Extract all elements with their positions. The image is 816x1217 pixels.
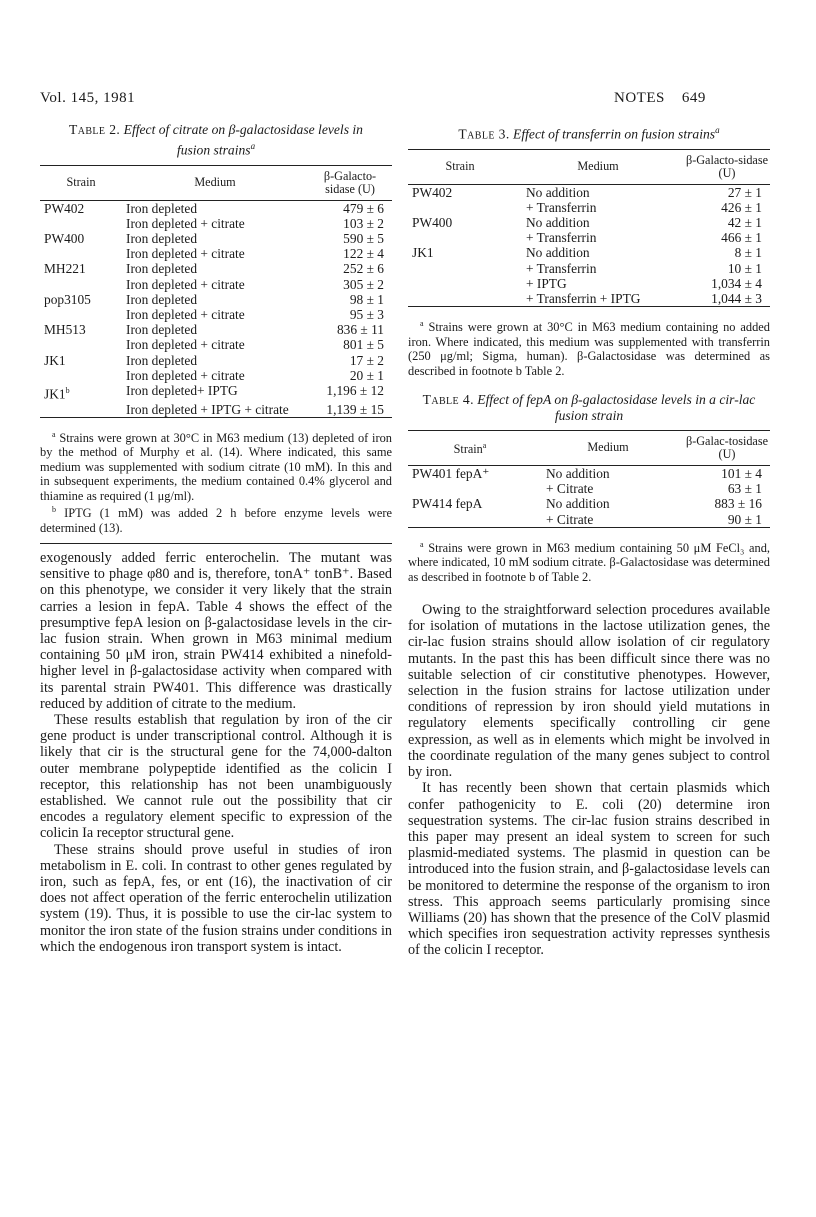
cell-value: 479 ± 6 [343,200,384,216]
cell-strain: PW401 fepA⁺ [412,465,490,481]
table-row [40,383,392,402]
table2-footnotes: $^a$ Strains were grown at 30°C in M63 medium (13) depleted of iron by the method of Murphy et al. (14). Where indicated, this same medium was supplemented with sodium citrate (10 mM). In this and in subsequent experiments, the medium contained 0.4% glycerol and thiamine as required (1 μg/ml). $^b$ IPTG (1 mM) was added 2 h before enzyme levels were determined (13). [40,429,392,535]
table2-footnote-b: IPTG (1 mM) was added 2 h before enzyme levels were determined (13). [40,506,392,535]
right-column [408,122,770,959]
cell-medium: No addition [526,214,590,230]
table-row [40,246,392,261]
cell-medium: Iron depleted + citrate [126,337,245,353]
cell-strain [408,481,532,496]
left-column [40,122,392,955]
table3 [408,149,770,308]
table-row [40,200,392,216]
cell-strain: PW400 [412,214,453,230]
cell-value: 101 ± 4 [721,465,762,481]
cell-medium: + Citrate [546,511,594,527]
cell-medium: + IPTG [526,275,567,291]
table-row [40,402,392,418]
cell-medium: Iron depleted+ IPTG [126,382,238,398]
cell-strain [408,276,512,291]
table3-body [408,184,770,307]
cell-strain [40,216,122,231]
table-row [40,307,392,322]
cell-medium: Iron depleted [126,322,198,338]
cell-value: 63 ± 1 [727,481,762,497]
cell-medium: + Transferrin [526,260,597,276]
cell-value: 466 ± 1 [721,230,762,246]
table4-footnote-a: Strains were grown in M63 medium containing 50 μM FeCl₃ and, where indicated, 10 mM sodium citrate. β-Galactosidase was determined as described in footnote b of Table 2. [408,540,770,584]
cell-strain [408,200,512,215]
table-row [408,481,770,496]
cell-medium: Iron depleted + citrate [126,246,245,262]
cell-value: 95 ± 3 [349,306,384,322]
cell-value: 305 ± 2 [343,276,384,292]
cell-strain [40,277,122,292]
table4 [408,430,770,528]
right-paragraph-2: It has recently been shown that certain plasmids which confer pathogenicity to E. coli (20) determine iron sequestration systems. The cir-lac fusion strains described in this paper may present an ideal system to screen for such plasmid-mediated systems. The plasmid in question can be introduced into the fusion strain, and β-galactosidase levels can be monitored to determine the response of the organism to iron stress. This approach seems particularly promising since Williams (20) has shown that the presence of the ColV plasmid which specifies iron sequestration activity represses synthesis of the colicin I receptor. [408,780,770,959]
cell-medium: Iron depleted [126,352,198,368]
left-paragraph-2: These results establish that regulation by iron of the cir gene product is under transcriptional control. Although it is likely that cir is the structural gene for the 74,000-dalton outer membrane polypeptide identified as the colicin I receptor, this relationship has not been unambiguously established. We cannot rule out the possibility that cir encodes a regulatory element specific to expression of the colicin Ia receptor structural gene. [40,711,392,842]
left-body-text [40,550,392,955]
cell-strain [408,230,512,245]
cell-value: 836 ± 11 [336,322,384,338]
cell-value: 1,139 ± 15 [326,401,384,417]
cell-value: 27 ± 1 [727,184,762,200]
cell-value: 883 ± 16 [714,496,762,512]
table-row [408,512,770,528]
running-header-left: Vol. 145, 1981 [40,90,136,106]
cell-strain: PW414 fepA [412,496,483,512]
table4-header-medium: Medium [532,430,684,465]
table4-caption: Table 4. Effect of fepA on β-galactosidase levels in a cir-lac fusion strain [422,391,756,423]
cell-medium: + Transferrin + IPTG [526,290,641,306]
cell-strain [408,261,512,276]
table4-footnotes: $^a$ Strains were grown in M63 medium containing 50 μM FeCl₃ and, where indicated, 10 mM sodium citrate. β-Galactosidase was determined as described in footnote b of Table 2. [408,539,770,584]
cell-medium: Iron depleted + citrate [126,215,245,231]
cell-medium: No addition [526,184,590,200]
table3-header-strain: Strain [408,149,512,184]
left-paragraph-1: exogenously added ferric enterochelin. The mutant was sensitive to phage φ80 and is, therefore, tonA⁺ tonB⁺. Based on this phenotype, we consider it very likely that the strain carries a lesion in fepA. Table 4 shows the effect of the presumptive fepA lesion on β-galactosidase levels in the cir-lac fusion strain. When grown in M63 minimal medium containing 50 μM iron, strain PW414 exhibited a ninefold-higher level in β-galactosidase activity when compared with its parental strain PW401. This difference was drastically reduced by addition of citrate to the medium. [40,549,392,712]
table-row [40,231,392,246]
cell-strain: JK1 [412,245,434,261]
cell-medium: Iron depleted + citrate [126,367,245,383]
left-paragraph-3: These strains should prove useful in studies of iron metabolism in E. coli. In contrast to other genes regulated by iron, such as fepA, fes, or ent (16), the inactivation of cir does not affect operation of the ferric enterochelin utilization system (19). Thus, it is possible to use the cir-lac system to monitor the iron state of the fusion strains under conditions in which the endogenous iron transport system is intact. [40,841,392,955]
table3-footnotes: $^a$ Strains were grown at 30°C in M63 medium containing no added iron. Where indicated, this medium was supplemented with transferrin (250 μg/ml; Sigma, human). β-Galactosidase was determined as described in footnote b Table 2. [408,319,770,378]
right-body-text [408,602,770,958]
cell-value: 10 ± 1 [727,260,762,276]
cell-strain: PW402 [44,200,85,216]
cell-value: 8 ± 1 [734,245,762,261]
cell-strain [40,307,122,322]
cell-medium: No addition [526,245,590,261]
cell-value: 98 ± 1 [349,291,384,307]
table3-footnote-a: Strains were grown at 30°C in M63 medium containing no added iron. Where indicated, this medium was supplemented with transferrin (250 μg/ml; Sigma, human). β-Galactosidase was determined as described in footnote b Table 2. [408,320,770,378]
cell-strain [40,337,122,352]
table2-header-strain: Strain [40,165,122,200]
cell-medium: + Transferrin [526,199,597,215]
table2-caption: Table 2. Effect of citrate on β-galactosidase levels in fusion strains$^a$ [69,122,363,158]
cell-strain: JK1 [44,352,66,368]
cell-value: 122 ± 4 [343,246,384,262]
table-row [408,465,770,481]
cell-strain [408,291,512,307]
table-row [40,337,392,352]
cell-medium: Iron depleted + citrate [126,306,245,322]
table-row [408,230,770,245]
table-row [40,322,392,337]
table-row [408,215,770,230]
cell-value: 42 ± 1 [727,214,762,230]
table4-header-value: β-Galac-tosidase (U) [684,430,770,465]
table-row [408,496,770,511]
cell-value: 1,196 ± 12 [326,382,384,398]
cell-value: 103 ± 2 [343,215,384,231]
table-row [40,292,392,307]
table-row [408,291,770,307]
column-divider [40,543,392,544]
table-row [408,200,770,215]
cell-medium: + Transferrin [526,230,597,246]
cell-strain: JK1$^b$ [44,385,70,402]
cell-medium: Iron depleted [126,230,198,246]
table-row [40,216,392,231]
right-paragraph-1: Owing to the straightforward selection procedures available for isolation of mutations in the lactose utilization genes, the cir-lac fusion strains should allow isolation of cir regulatory mutants. In the past this has been difficult since there was no suitable selection of cir constitutive phenotypes. However, selection in the fusion strains for lactose utilization under conditions of repression by iron should yield mutations in regulatory elements specifically controlling cir gene expression, as well as in elements which might be involved in the coordinate regulation of the many genes subject to control by iron. [408,602,770,781]
table-row [40,353,392,368]
cell-value: 590 ± 5 [343,230,384,246]
cell-strain: PW400 [44,230,85,246]
cell-value: 426 ± 1 [721,199,762,215]
table2-footnote-a: Strains were grown at 30°C in M63 medium (13) depleted of iron by the method of Murphy et al. (14). Where indicated, this same medium was supplemented with sodium citrate (10 mM). In this and in subsequent experiments, the medium contained 0.4% glycerol and thiamine as required (1 μg/ml). [40,430,392,503]
cell-medium: No addition [546,465,610,481]
table-row [40,261,392,276]
table-row [408,245,770,260]
cell-strain: MH513 [44,322,86,338]
table3-header-medium: Medium [512,149,684,184]
cell-value: 1,044 ± 3 [711,290,762,306]
cell-strain: pop3105 [44,291,91,307]
cell-value: 252 ± 6 [343,261,384,277]
table2-header-medium: Medium [122,165,308,200]
cell-strain [40,246,122,261]
cell-medium: Iron depleted [126,200,198,216]
cell-value: 801 ± 5 [343,337,384,353]
table2 [40,165,392,418]
cell-medium: Iron depleted [126,261,198,277]
table3-header-value: β-Galacto-sidase (U) [684,149,770,184]
cell-strain: PW402 [412,184,453,200]
table2-header-value: β-Galacto-sidase (U) [308,165,392,200]
cell-value: 90 ± 1 [727,511,762,527]
cell-medium: Iron depleted + citrate [126,276,245,292]
cell-medium: No addition [546,496,610,512]
cell-medium: + Citrate [546,481,594,497]
table-row [408,276,770,291]
cell-strain: MH221 [44,261,86,277]
cell-strain [408,512,532,528]
cell-medium: Iron depleted + IPTG + citrate [126,401,289,417]
table3-caption: Table 3. Effect of transferrin on fusion strains$^a$ [458,125,720,142]
running-header-right: NOTES 649 [614,90,706,106]
cell-value: 17 ± 2 [349,352,384,368]
cell-strain [40,368,122,383]
table-row [40,277,392,292]
cell-value: 20 ± 1 [349,367,384,383]
table4-header-strain: Strain$^a$ [408,430,532,465]
cell-strain [40,402,122,418]
cell-value: 1,034 ± 4 [711,275,762,291]
cell-medium: Iron depleted [126,291,198,307]
table2-body [40,200,392,417]
table-row [40,368,392,383]
table4-body [408,465,770,527]
table-row [408,184,770,200]
table-row [408,261,770,276]
